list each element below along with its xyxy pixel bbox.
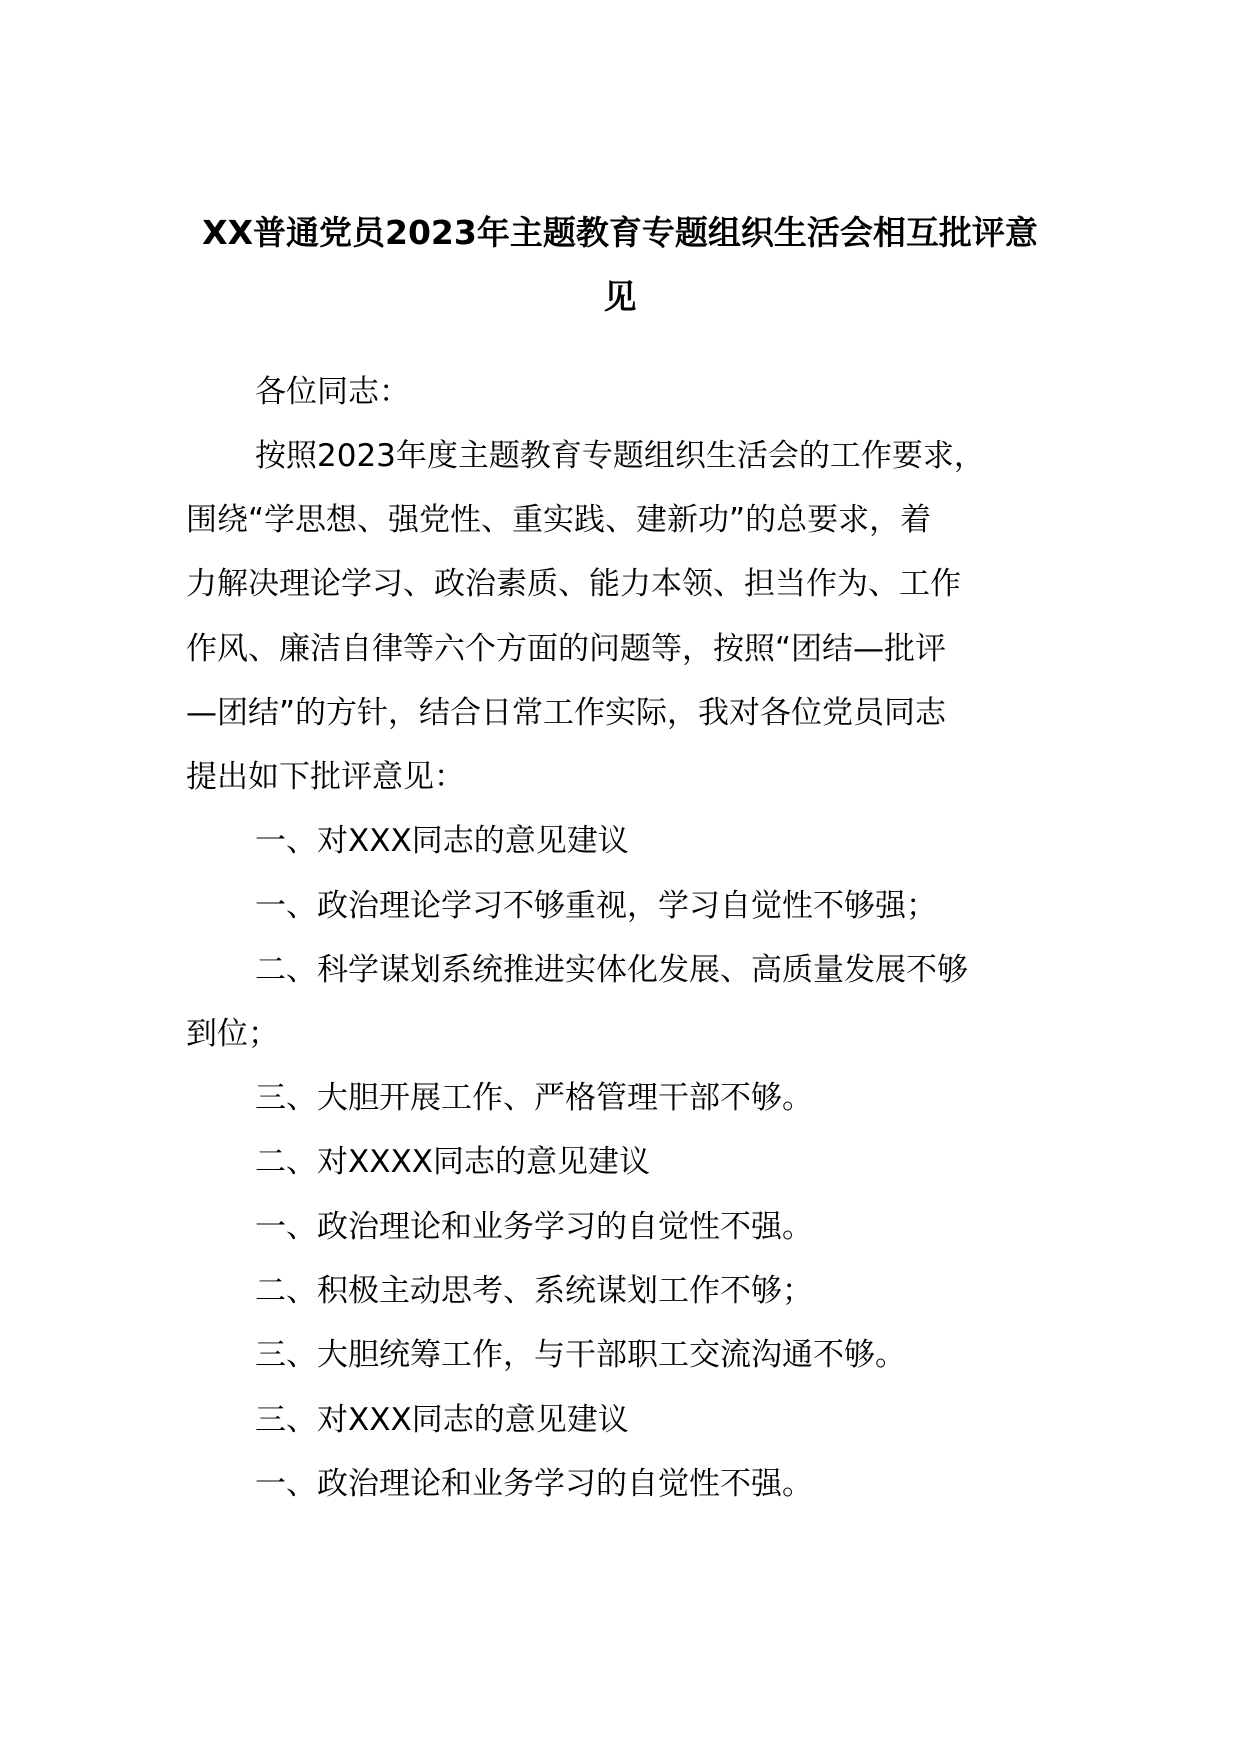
intro-line: 作风、廉洁自律等六个方面的问题等，按照“团结—批评 — [186, 631, 947, 667]
salutation: 各位同志： — [255, 374, 410, 410]
section-heading: 一、对XXX同志的意见建议 — [255, 823, 629, 859]
section-item: 一、政治理论和业务学习的自觉性不强。 — [255, 1466, 813, 1502]
section-item: 一、政治理论学习不够重视，学习自觉性不够强； — [255, 888, 937, 924]
intro-line: 力解决理论学习、政治素质、能力本领、担当作为、工作 — [186, 566, 961, 602]
section-item-continuation: 到位； — [186, 1016, 279, 1052]
section-item: 三、大胆统筹工作，与干部职工交流沟通不够。 — [255, 1337, 906, 1373]
section-heading: 三、对XXX同志的意见建议 — [255, 1402, 629, 1438]
intro-line: 提出如下批评意见： — [186, 759, 465, 795]
section-item: 二、积极主动思考、系统谋划工作不够； — [255, 1273, 813, 1309]
section-item: 二、科学谋划系统推进实体化发展、高质量发展不够 — [255, 952, 968, 988]
intro-line: 围绕“学思想、强党性、重实践、建新功”的总要求，着 — [186, 502, 932, 538]
section-heading: 二、对XXXX同志的意见建议 — [255, 1144, 650, 1180]
section-item: 一、政治理论和业务学习的自觉性不强。 — [255, 1209, 813, 1245]
intro-line: —团结”的方针，结合日常工作实际，我对各位党员同志 — [186, 695, 947, 731]
document-title-line-1: XX普通党员2023年主题教育专题组织生活会相互批评意 — [202, 213, 1038, 252]
intro-line: 按照2023年度主题教育专题组织生活会的工作要求， — [255, 438, 985, 474]
document-title-line-2: 见 — [603, 277, 637, 316]
section-item: 三、大胆开展工作、严格管理干部不够。 — [255, 1080, 813, 1116]
